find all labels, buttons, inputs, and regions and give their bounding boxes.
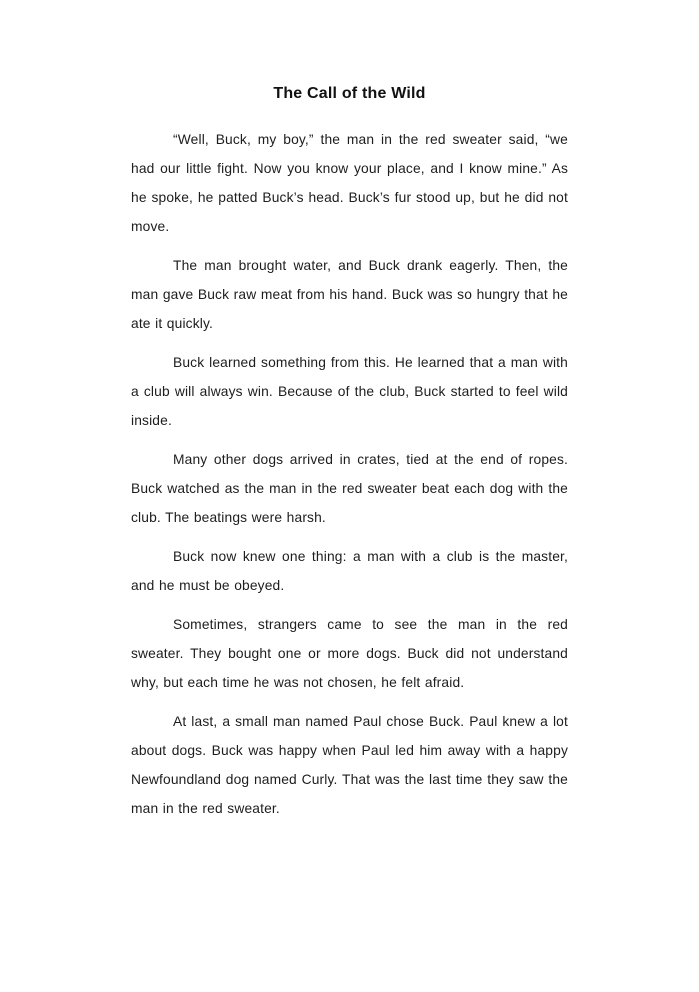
paragraph-1: “Well, Buck, my boy,” the man in the red sweater said, “we had our little fight. Now you know your place, and I know mine.” As he spoke, he patted Buck’s head. Buck’s fur stood up, but he did not move. [131,132,568,234]
paragraph-3: Buck learned something from this. He learned that a man with a club will always win. Because of the club, Buck started to feel wild inside. [131,355,568,428]
paragraph-5: Buck now knew one thing: a man with a club is the master, and he must be obeyed. [131,549,568,593]
document-title: The Call of the Wild [273,85,426,102]
document-body [131,125,568,823]
paragraph-7: At last, a small man named Paul chose Buck. Paul knew a lot about dogs. Buck was happy when Paul led him away with a happy Newfoundland dog named Curly. That was the last time they saw the man in the red sweater. [131,714,568,816]
paragraph-6: Sometimes, strangers came to see the man in the red sweater. They bought one or more dogs. Buck did not understand why, but each time he was not chosen, he felt afraid. [131,617,568,690]
paragraph-4: Many other dogs arrived in crates, tied at the end of ropes. Buck watched as the man in the red sweater beat each dog with the club. The beatings were harsh. [131,452,568,525]
paragraph-2: The man brought water, and Buck drank eagerly. Then, the man gave Buck raw meat from his hand. Buck was so hungry that he ate it quickly. [131,258,568,331]
